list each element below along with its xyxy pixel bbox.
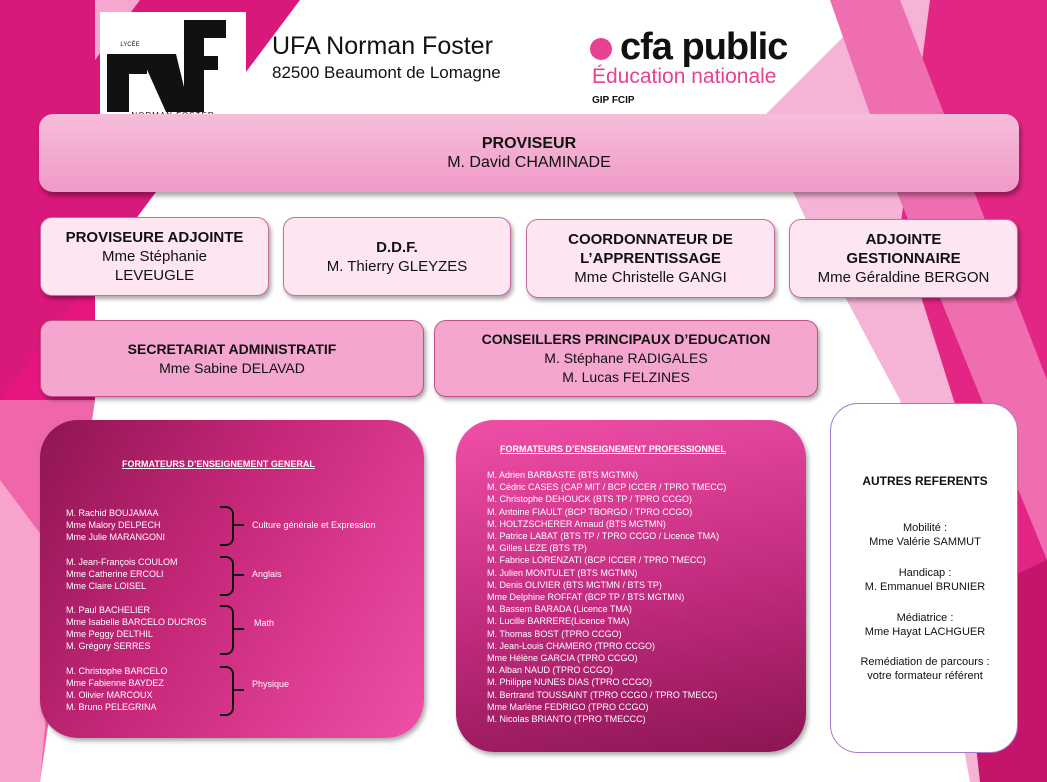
list-item: M. Bertrand TOUSSAINT (TPRO CCGO / TPRO TMECC) [487,689,718,700]
list-item: Mme Malory DELPECH [66,520,161,530]
cfa-dot-icon [590,38,612,60]
list-item: M. Olivier MARCOUX [66,690,153,700]
list-item: M. Jean-Louis CHAMERO (TPRO CCGO) [487,640,656,651]
list-item: M. Nicolas BRIANTO (TPRO TMECCC) [487,714,646,724]
brace-tick [234,689,244,691]
cfa-gip: GIP FCIP [592,95,635,106]
brace-icon [220,506,234,546]
list-item: Mme Delphine ROFFAT (BCP TP / BTS MGTMN) [487,592,685,602]
autres-referents-box [830,403,1018,753]
list-item: Mme Julie MARANGONI [66,532,166,542]
list-item: M. Patrice LABAT (BTS TP / TPRO CCGO / Licence TMA) [487,531,720,541]
list-item: Mme Isabelle BARCELO DUCROS [66,617,207,627]
handicap-name: M. Emmanuel BRUNIER [864,581,986,593]
list-item: Mme Hélène GARCIA (TPRO CCGO) [487,653,638,663]
list-item: M. Thomas BOST (TPRO CCGO) [487,628,622,639]
brace-icon [220,556,234,596]
list-item: M. Antoine FIAULT (BCP TBORGO / TPRO CCGO) [487,506,693,517]
list-item: M. Bassem BARADA (Licence TMA) [487,604,632,615]
list-item: M. Christophe DEHOUCK (BTS TP / TPRO CCGO) [487,494,693,505]
brace-tick [234,574,244,576]
autres-referents-title: AUTRES REFERENTS [862,474,988,488]
list-item: M. Adrien BARBASTE (BTS MGTMN) [487,470,639,480]
cpe-name-1: M. Stéphane RADIGALES [544,350,708,366]
list-item: M. Rachid BOUJAMAA [66,508,159,518]
mobilite-label: Mobilité : [902,522,948,534]
brace-tick [234,628,244,630]
coordonnateur-box [526,219,775,298]
adjointe-gestionnaire-role-2: GESTIONNAIRE [846,250,961,267]
list-item: M. Christophe BARCELO [66,666,168,676]
list-item: M. Fabrice LORENZATI (BCP ICCER / TPRO TMECC) [487,555,706,566]
remediation-name: votre formateur référent [867,670,983,682]
adjointe-gestionnaire-role-1: ADJOINTE [865,231,942,248]
list-item: Mme Claire LOISEL [66,581,147,591]
list-item: M. Jean-François COULOM [66,557,178,567]
subject-label: Culture générale et Expression [252,520,376,530]
secretariat-name: Mme Sabine DELAVAD [159,359,305,376]
subject-label: Physique [252,679,290,689]
mobilite-name: Mme Valérie SAMMUT [869,536,981,548]
list-item: M. Paul BACHELIER [66,605,151,615]
brace-tick [234,524,244,526]
subject-label: Anglais [252,569,282,579]
secretariat-role: SECRETARIAT ADMINISTRATIF [127,340,337,357]
list-item: Mme Catherine ERCOLI [66,569,164,579]
secretariat-box [40,320,424,397]
ddf-name: M. Thierry GLEYZES [326,257,468,275]
list-item: M. Philippe NUNES DIAS (TPRO CCGO) [487,677,653,688]
list-item: M. Grégory SERRES [66,641,151,651]
mediatrice-name: Mme Hayat LACHGUER [864,626,986,638]
proviseure-adjointe-name-2: LEVEUGLE [114,267,195,284]
cpe-name-2: M. Lucas FELZINES [562,369,690,385]
cpe-role: CONSEILLERS PRINCIPAUX D’EDUCATION [481,331,771,347]
cfa-brand: cfa public [620,26,788,68]
list-item: Mme Peggy DELTHIL [66,629,153,639]
mediatrice-label: Médiatrice : [896,612,954,624]
page-title: UFA Norman Foster [272,32,493,60]
proviseure-adjointe-role: PROVISEURE ADJOINTE [65,229,244,246]
coordonnateur-role-1: COORDONNATEUR DE [568,231,733,248]
adjointe-gestionnaire-name: Mme Géraldine BERGON [817,269,990,286]
brace-icon [220,605,234,655]
general-teachers-box [40,420,424,738]
coordonnateur-name: Mme Christelle GANGI [574,269,727,286]
general-teachers-title: FORMATEURS D’ENSEIGNEMENT GENERAL [122,459,315,469]
proviseur-role: PROVISEUR [481,135,577,152]
coordonnateur-role-2: L’APPRENTISSAGE [580,250,721,267]
list-item: M. Denis OLIVIER (BTS MGTMN / BTS TP) [487,579,662,590]
ddf-box [283,217,511,296]
page-address: 82500 Beaumont de Lomagne [272,63,501,82]
professional-teachers-title: FORMATEURS D’ENSEIGNEMENT PROFESSIONNEL [500,444,726,454]
list-item: M. Alban NAUD (TPRO CCGO) [487,665,614,676]
ddf-role: D.D.F. [376,238,418,256]
cpe-box [434,320,818,397]
remediation-label: Remédiation de parcours : [860,656,990,668]
cfa-public-logo [588,28,828,108]
list-item: M. Julien MONTULET (BTS MGTMN) [487,567,638,578]
adjointe-gestionnaire-box [789,219,1018,298]
logo-lycee-label: LYCÉE [120,42,140,48]
cfa-subtitle: Éducation nationale [592,65,777,88]
professional-teachers-box [456,420,806,752]
list-item: Mme Fabienne BAYDEZ [66,678,164,688]
proviseur-name: M. David CHAMINADE [447,154,611,171]
list-item: M. Lucille BARRERE(Licence TMA) [487,616,630,627]
proviseure-adjointe-name-1: Mme Stéphanie [101,248,208,265]
proviseure-adjointe-box [40,217,269,296]
list-item: M. HOLTZSCHERER Arnaud (BTS MGTMN) [487,518,666,529]
brace-icon [220,666,234,716]
handicap-label: Handicap : [898,567,952,579]
proviseur-box [39,114,1019,192]
list-item: Mme Marlène FEDRIGO (TPRO CCGO) [487,701,649,712]
list-item: M. Bruno PELEGRINA [66,702,157,712]
subject-label: Math [254,618,275,628]
list-item: M. Gilles LEZE (BTS TP) [487,543,587,554]
list-item: M. Cédric CASES (CAP MIT / BCP ICCER / TPRO TMECC) [487,482,727,493]
